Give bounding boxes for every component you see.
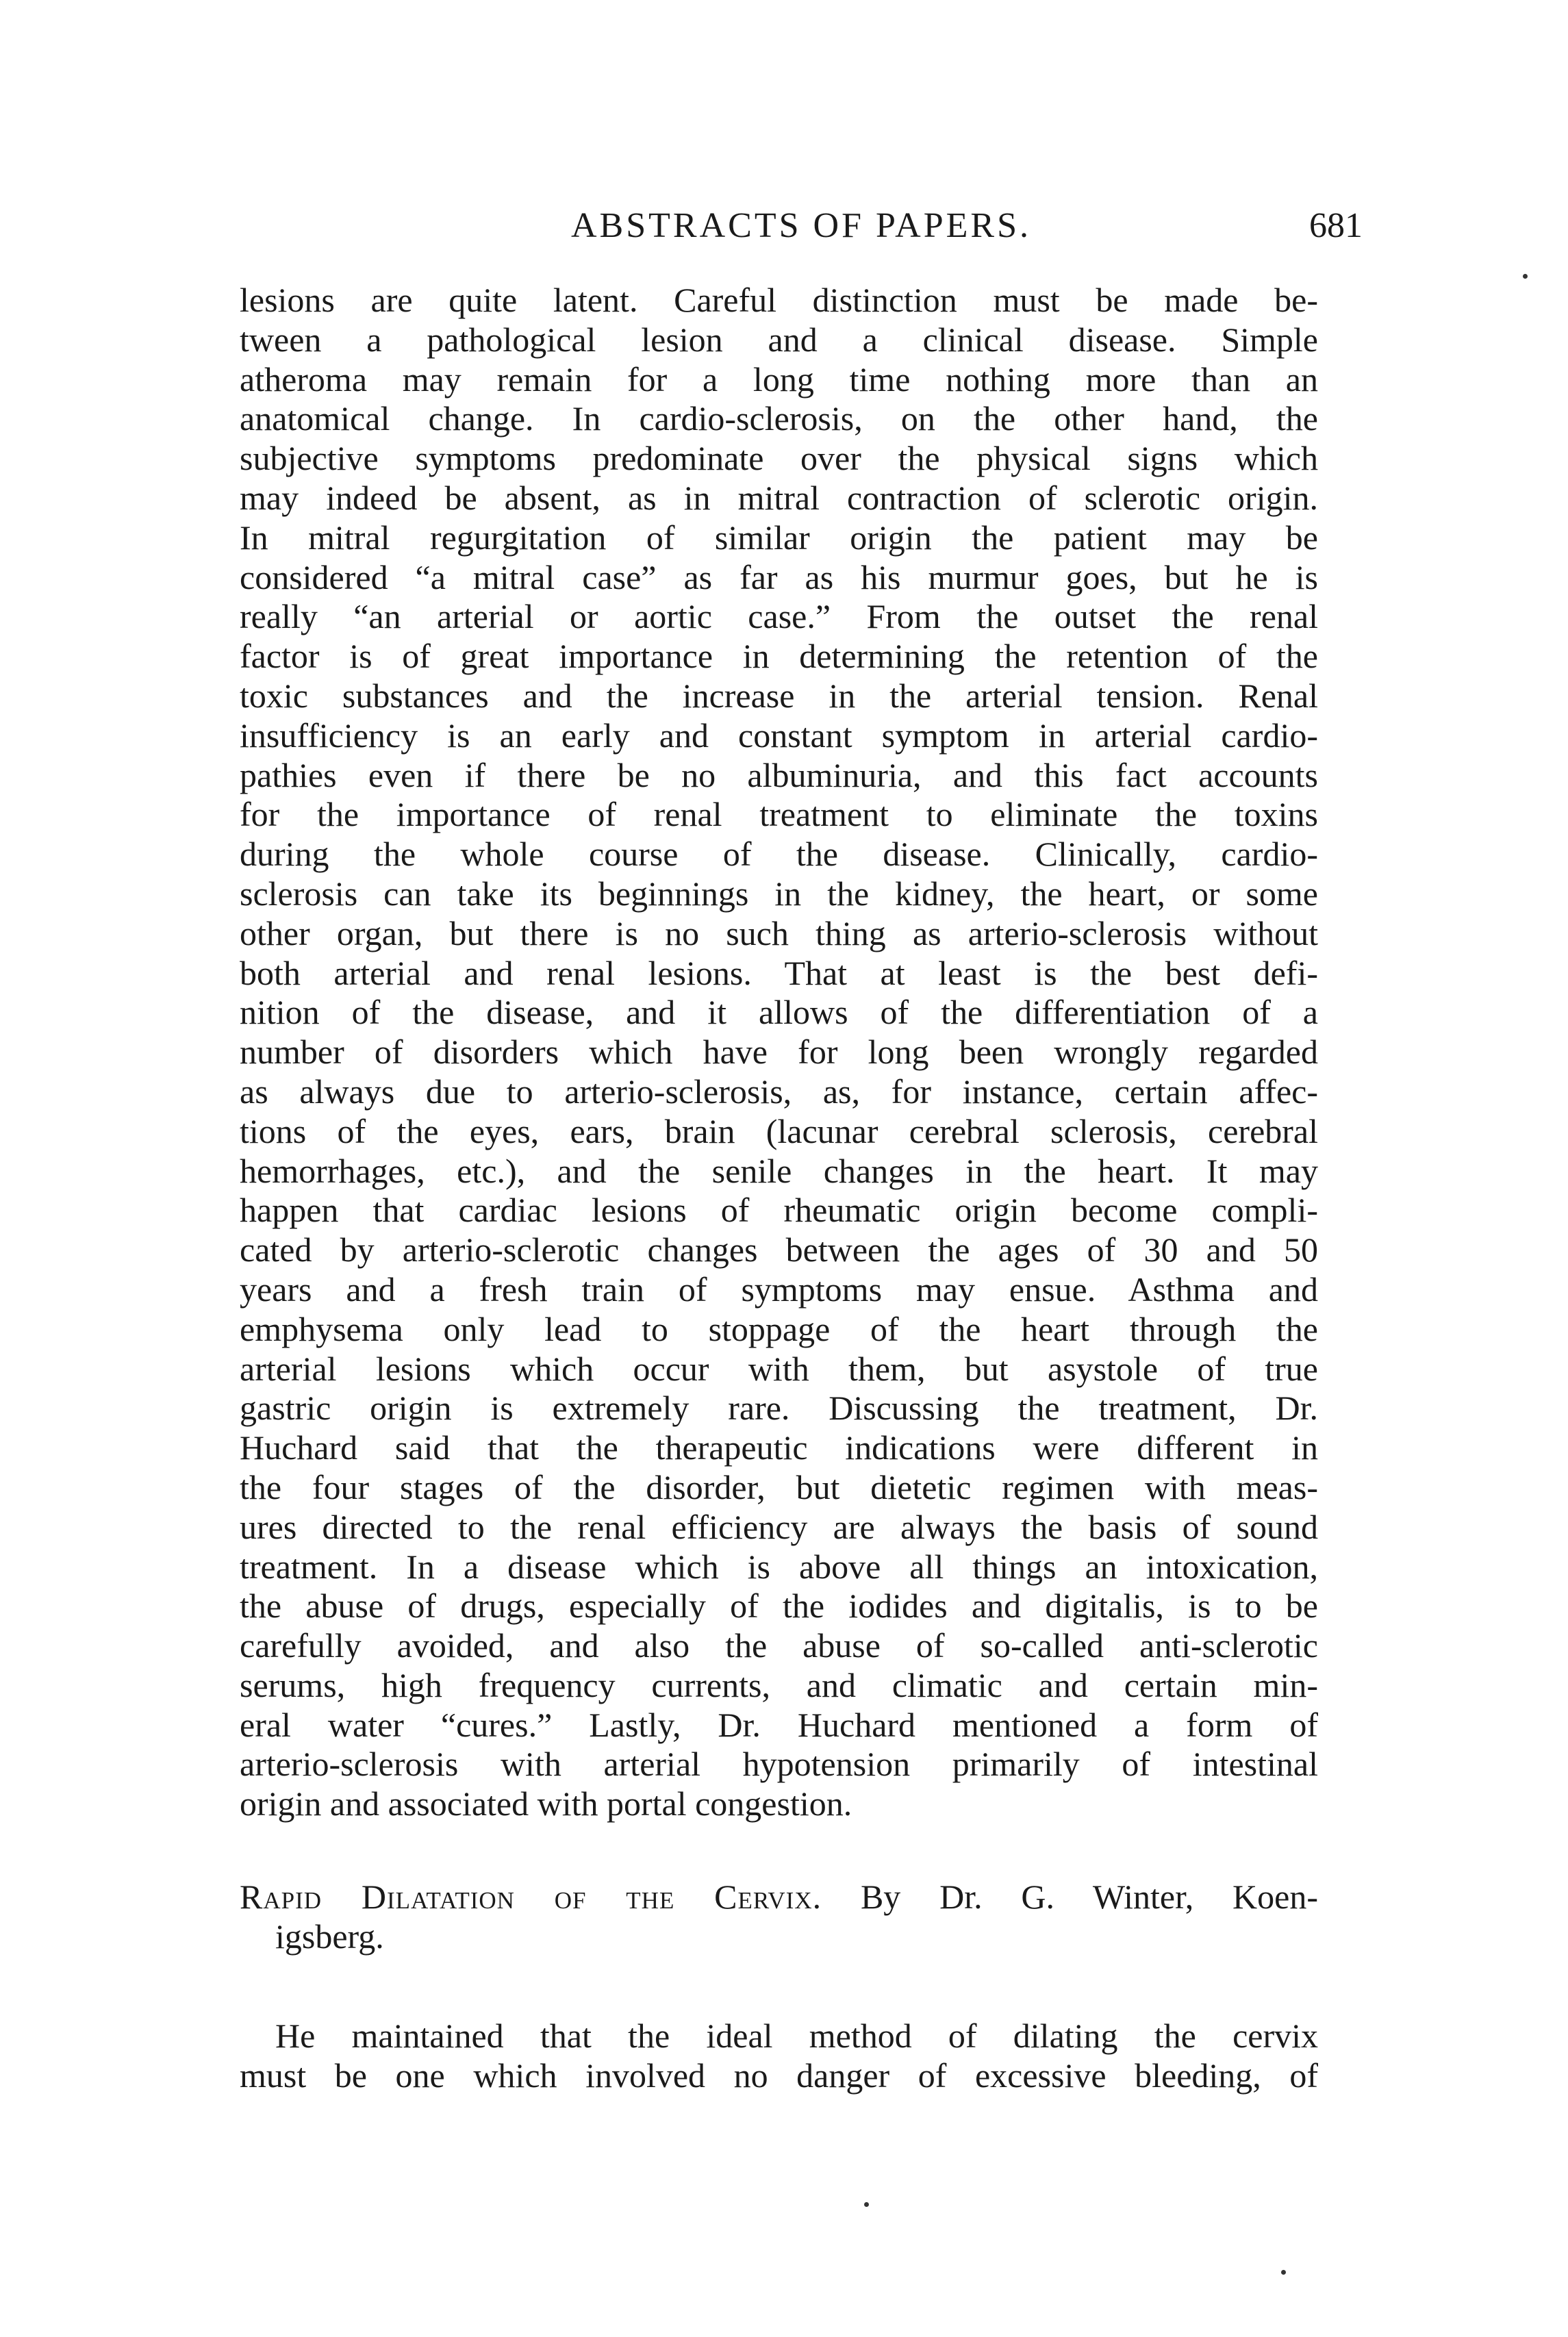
- text-line: Huchard said that the therapeutic indications were different in: [240, 1428, 1318, 1467]
- text-line: origin and associated with portal congestion.: [240, 1784, 852, 1823]
- text-line: toxic substances and the increase in the arterial tension. Renal: [240, 676, 1318, 715]
- text-line: anatomical change. In cardio-sclerosis, on the other hand, the: [240, 399, 1318, 438]
- text-line: other organ, but there is no such thing as arterio-sclerosis without: [240, 913, 1318, 952]
- text-line: during the whole course of the disease. Clinically, cardio-: [240, 835, 1318, 874]
- text-line: He maintained that the ideal method of dilating the cervix: [275, 2017, 1318, 2055]
- text-line: In mitral regurgitation of similar origin the patient may be: [240, 518, 1318, 557]
- text-line: arterio-sclerosis with arterial hypotension primarily of intestinal: [240, 1745, 1318, 1784]
- text-line: hemorrhages, etc.), and the senile changes in the heart. It may: [240, 1151, 1318, 1190]
- abstract-paragraph-2: [240, 2017, 1318, 2096]
- text-line: arterial lesions which occur with them, but asystole of true: [240, 1349, 1318, 1388]
- text-line: ures directed to the renal efficiency are always the basis of sound: [240, 1507, 1318, 1546]
- text-line: the abuse of drugs, especially of the iodides and digitalis, is to be: [240, 1587, 1318, 1626]
- section-title: Rapid Dilatation of the Cervix.: [240, 1878, 822, 1916]
- running-title: ABSTRACTS OF PAPERS.: [571, 206, 1031, 245]
- text-line: the four stages of the disorder, but dietetic regimen with meas-: [240, 1467, 1318, 1506]
- text-line: emphysema only lead to stoppage of the heart through the: [240, 1309, 1318, 1348]
- text-line: tions of the eyes, ears, brain (lacunar cerebral sclerosis, cerebral: [240, 1111, 1318, 1150]
- abstract-paragraph: [240, 281, 1318, 1824]
- text-line: may indeed be absent, as in mitral contraction of sclerotic origin.: [240, 478, 1318, 517]
- text-line: eral water “cures.” Lastly, Dr. Huchard mentioned a form of: [240, 1705, 1318, 1744]
- author-byline-continued: igsberg.: [275, 1917, 384, 1956]
- print-speck: [864, 2202, 869, 2207]
- heading-line: [240, 1917, 1318, 1957]
- text-line: considered “a mitral case” as far as his murmur goes, but he is: [240, 557, 1318, 596]
- text-line: really “an arterial or aortic case.” From the outset the renal: [240, 597, 1318, 636]
- text-line: treatment. In a disease which is above all things an intoxication,: [240, 1547, 1318, 1586]
- text-line: gastric origin is extremely rare. Discussing the treatment, Dr.: [240, 1389, 1318, 1428]
- author-byline: By Dr. G. Winter, Koen-: [860, 1878, 1318, 1916]
- text-line: nition of the disease, and it allows of the differentiation of a: [240, 993, 1318, 1032]
- text-line: must be one which involved no danger of excessive bleeding, of: [240, 2056, 1318, 2095]
- print-speck: [1523, 274, 1528, 279]
- text-line: tween a pathological lesion and a clinical disease. Simple: [240, 320, 1318, 359]
- abstract-heading: [240, 1878, 1318, 1957]
- text-line: cated by arterio-sclerotic changes between the ages of 30 and 50: [240, 1230, 1318, 1269]
- running-head: [233, 199, 1369, 253]
- text-line: happen that cardiac lesions of rheumatic origin become compli-: [240, 1191, 1318, 1230]
- text-line: for the importance of renal treatment to eliminate the toxins: [240, 795, 1318, 834]
- text-line: factor is of great importance in determining the retention of the: [240, 637, 1318, 676]
- text-line: serums, high frequency currents, and climatic and certain min-: [240, 1665, 1318, 1704]
- text-line: as always due to arterio-sclerosis, as, for instance, certain affec-: [240, 1072, 1318, 1111]
- text-line: insufficiency is an early and constant symptom in arterial cardio-: [240, 716, 1318, 755]
- text-line: lesions are quite latent. Careful distinction must be made be-: [240, 281, 1318, 319]
- text-line: sclerosis can take its beginnings in the kidney, the heart, or some: [240, 874, 1318, 913]
- text-line: subjective symptoms predominate over the physical signs which: [240, 439, 1318, 478]
- text-line: both arterial and renal lesions. That at least is the best defi-: [240, 953, 1318, 992]
- print-speck: [1281, 2270, 1286, 2275]
- heading-line: [240, 1878, 1318, 1917]
- text-line: number of disorders which have for long been wrongly regarded: [240, 1033, 1318, 1072]
- text-line: years and a fresh train of symptoms may ensue. Asthma and: [240, 1269, 1318, 1309]
- page-number: 681: [1309, 206, 1363, 245]
- text-line: atheroma may remain for a long time nothing more than an: [240, 359, 1318, 399]
- text-line: carefully avoided, and also the abuse of so-called anti-sclerotic: [240, 1626, 1318, 1665]
- text-line: pathies even if there be no albuminuria, and this fact accounts: [240, 755, 1318, 794]
